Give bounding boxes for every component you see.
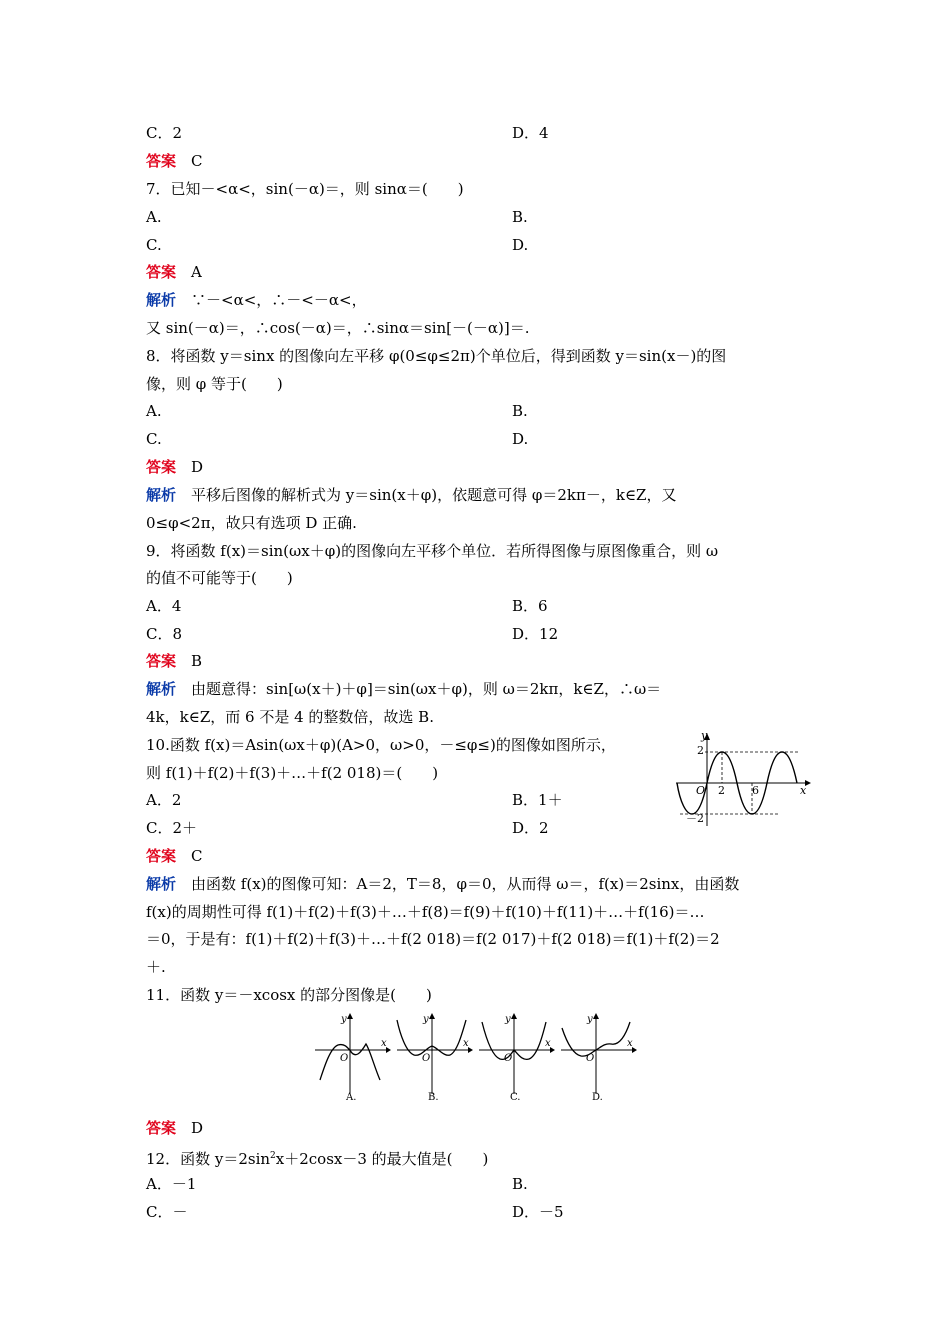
analysis-text: ∵－<α<，∴－<－α<， (191, 291, 367, 309)
answer-value: D (191, 458, 204, 476)
q9-option-b: B．6 (512, 597, 548, 615)
y-axis-arrow-icon (429, 1013, 435, 1019)
tick-x-6: 6 (752, 784, 759, 797)
q10-stem-line-2: 则 f(1)＋f(2)＋f(3)＋…＋f(2 018)＝( ) (146, 764, 439, 782)
x-axis-arrow-icon (386, 1047, 391, 1053)
q7-option-c: C. (146, 236, 162, 254)
q9-stem-line-1: 9．将函数 f(x)＝sin(ωx＋φ)的图像向左平移个单位．若所得图像与原图像重合，则 ω (146, 542, 719, 560)
tick-x-2: 2 (718, 784, 725, 797)
q10-option-c: C．2＋ (146, 819, 198, 837)
q12-option-c: C．－ (146, 1203, 188, 1221)
q10-option-d: D．2 (512, 819, 549, 837)
q9-stem-line-2: 的值不可能等于( ) (146, 569, 293, 587)
y-axis-arrow-icon (347, 1013, 353, 1019)
answer-label: 答案 (146, 1119, 177, 1137)
q6-option-c: C．2 (146, 124, 183, 142)
q7-stem: 7．已知－<α<，sin(－α)＝，则 sinα＝( ) (146, 180, 464, 198)
analysis-label: 解析 (146, 291, 177, 309)
q7-option-a: A. (146, 208, 162, 226)
q8-option-a: A. (146, 402, 162, 420)
tick-y-bottom: －2 (686, 812, 704, 825)
answer-value: B (191, 652, 203, 670)
origin-label: O (422, 1053, 431, 1064)
x-label: x (545, 1038, 551, 1049)
analysis-label: 解析 (146, 875, 177, 893)
caption-d: D. (592, 1092, 603, 1103)
q7-answer (146, 262, 202, 282)
answer-label: 答案 (146, 652, 177, 670)
y-axis-arrow-icon (593, 1013, 599, 1019)
x-axis-arrow-icon (468, 1047, 473, 1053)
y-label: y (341, 1014, 347, 1025)
answer-label: 答案 (146, 263, 177, 281)
q10-option-a: A．2 (146, 791, 182, 809)
q7-analysis-line-1 (146, 290, 367, 310)
tick-y-top: 2 (697, 744, 704, 757)
caption-c: C. (510, 1092, 521, 1103)
y-label: y (505, 1014, 511, 1025)
q10-analysis-line-2: f(x)的周期性可得 f(1)＋f(2)＋f(3)＋…＋f(8)＝f(9)＋f(10)＋f(11)＋…＋f(16)＝… (146, 903, 705, 921)
q9-option-d: D．12 (512, 625, 559, 643)
q10-analysis-line-1 (146, 874, 739, 894)
q12-stem (146, 1146, 488, 1169)
q8-stem-line-1: 8．将函数 y＝sinx 的图像向左平移 φ(0≤φ≤2π)个单位后，得到函数 y＝sin(x－)的图 (146, 347, 727, 365)
caption-a: A. (346, 1092, 357, 1103)
answer-value: A (191, 263, 202, 281)
q12-option-d: D．－5 (512, 1203, 564, 1221)
q7-option-d: D. (512, 236, 529, 254)
answer-label: 答案 (146, 847, 177, 865)
superscript: 2 (270, 1151, 276, 1161)
q11-stem: 11．函数 y＝－xcosx 的部分图像是( ) (146, 986, 432, 1004)
q10-analysis-line-3: ＝0，于是有：f(1)＋f(2)＋f(3)＋…＋f(2 018)＝f(2 017)＋f(2 018)＝f(1)＋f(2)＝2 (146, 930, 720, 948)
origin-label: O (696, 784, 706, 797)
answer-value: C (191, 847, 203, 865)
q8-option-c: C. (146, 430, 162, 448)
q9-option-c: C．8 (146, 625, 183, 643)
q11-graph-options (310, 1010, 640, 1105)
y-axis-arrow-icon (511, 1013, 517, 1019)
q11-graph-a (315, 1013, 391, 1103)
analysis-text: 由题意得：sin[ω(x＋)＋φ]＝sin(ωx＋φ)，则 ω＝2kπ，k∈Z，∴ω＝ (191, 680, 662, 698)
q11-graph-d (561, 1013, 637, 1103)
caption-b: B. (428, 1092, 439, 1103)
origin-label: O (586, 1053, 595, 1064)
answer-label: 答案 (146, 458, 177, 476)
analysis-text: 由函数 f(x)的图像可知：A＝2，T＝8，φ＝0，从而得 ω＝，f(x)＝2sinx，由函数 (191, 875, 740, 893)
q10-option-b: B．1＋ (512, 791, 563, 809)
analysis-label: 解析 (146, 680, 177, 698)
q12-option-a: A．－1 (146, 1175, 197, 1193)
origin-label: O (340, 1053, 349, 1064)
y-label: y (587, 1014, 593, 1025)
x-axis-arrow-icon (632, 1047, 637, 1053)
origin-label: O (504, 1053, 513, 1064)
x-axis-label: x (800, 784, 807, 797)
q7-analysis-line-2: 又 sin(－α)＝，∴cos(－α)＝，∴sinα＝sin[－(－α)]＝. (146, 319, 530, 337)
stem-text: x＋2cosx－3 的最大值是( ) (275, 1150, 489, 1168)
q8-answer (146, 457, 203, 477)
q6-option-d: D．4 (512, 124, 549, 142)
x-label: x (381, 1038, 387, 1049)
q8-analysis-line-1 (146, 485, 676, 505)
q11-answer (146, 1118, 203, 1138)
answer-label: 答案 (146, 152, 177, 170)
q12-option-b: B. (512, 1175, 528, 1193)
stem-text: 12．函数 y＝2sin (146, 1150, 271, 1168)
q10-analysis-line-4: ＋. (146, 958, 166, 976)
answer-value: D (191, 1119, 204, 1137)
q9-answer (146, 651, 202, 671)
y-label: y (423, 1014, 429, 1025)
q8-stem-line-2: 像，则 φ 等于( ) (146, 375, 283, 393)
q11-graph-c (479, 1013, 555, 1103)
q8-option-b: B. (512, 402, 528, 420)
x-label: x (627, 1038, 633, 1049)
q9-analysis-line-1 (146, 679, 661, 699)
analysis-text: 平移后图像的解析式为 y＝sin(x＋φ)，依题意可得 φ＝2kπ－，k∈Z，又 (191, 486, 677, 504)
q10-answer (146, 846, 203, 866)
x-label: x (463, 1038, 469, 1049)
q6-answer (146, 151, 203, 171)
q8-option-d: D. (512, 430, 529, 448)
x-axis-arrow-icon (550, 1047, 555, 1053)
q10-stem-line-1: 10.函数 f(x)＝Asin(ωx＋φ)(A>0，ω>0，－≤φ≤)的图像如图所示， (146, 736, 616, 754)
q8-analysis-line-2: 0≤φ<2π，故只有选项 D 正确. (146, 514, 357, 532)
y-axis-label: y (701, 729, 708, 742)
q11-graph-b (397, 1013, 473, 1103)
q9-option-a: A．4 (146, 597, 182, 615)
analysis-label: 解析 (146, 486, 177, 504)
q7-option-b: B. (512, 208, 528, 226)
q9-analysis-line-2: 4k，k∈Z，而 6 不是 4 的整数倍，故选 B. (146, 708, 434, 726)
q10-sine-graph (672, 728, 812, 828)
answer-value: C (191, 152, 203, 170)
